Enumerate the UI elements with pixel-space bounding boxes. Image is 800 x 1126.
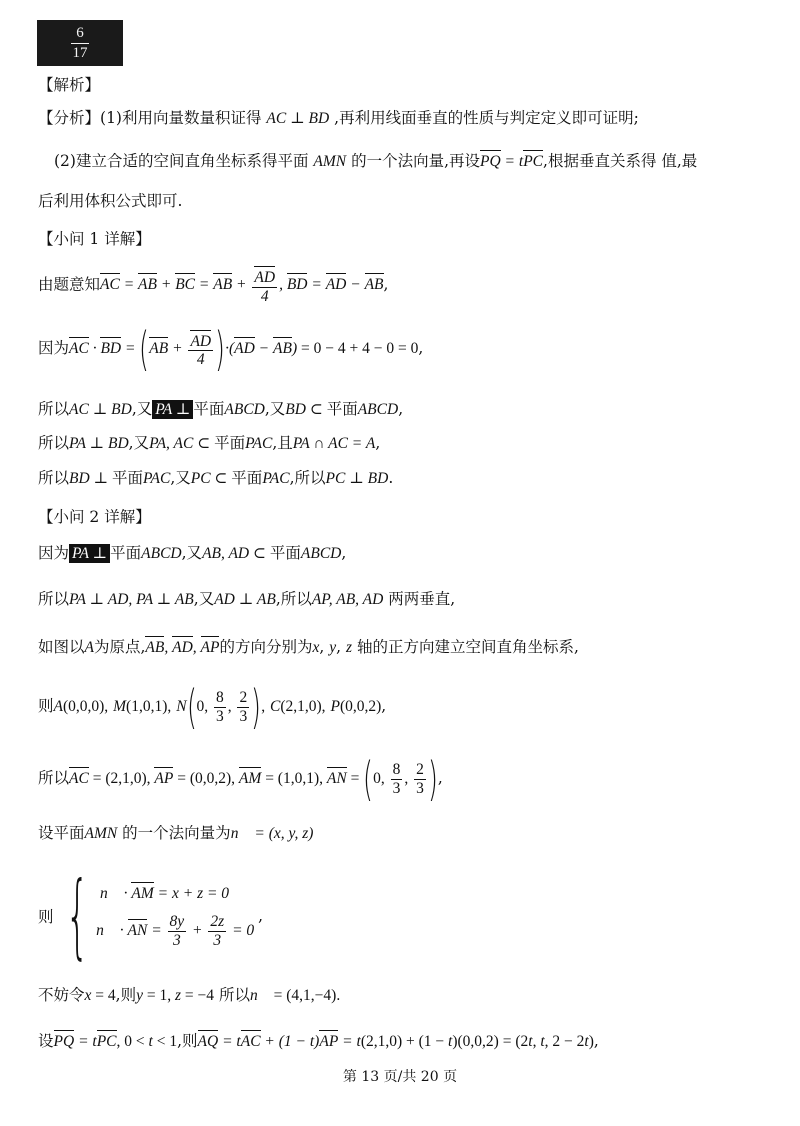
q1-line-1: 由题意知AC = AB + BC = AB + $\frac{AD}{4}$ , BD = AD − AB, bbox=[38, 266, 388, 306]
page-footer: 第 13 页/共 20 页 bbox=[342, 1069, 458, 1085]
analysis-line-3: 后利用体积公式即可. bbox=[38, 192, 183, 210]
analysis-line-1: 【分析】(1)利用向量数量积证得 AC ⊥ BD ,再利用线面垂直的性质与判定定义即可证明; bbox=[38, 109, 639, 127]
q2-line-1: 因为 PA ⊥ 平面ABCD,又AB, AD ⊂ 平面ABCD, bbox=[38, 544, 347, 562]
page-badge bbox=[37, 20, 123, 66]
q2-line-3: 如图以A为原点,AB, AD, AP的方向分别为x, y, z 轴的正方向建立空间直角坐标系, bbox=[38, 638, 579, 656]
eq-row-2: n⃗ · AN = $\frac{8y}{3}$ + $\frac{2z}{3}$ = 0 bbox=[96, 913, 255, 949]
q2-line-5: 所以AC = (2,1,0), AP = (0,0,2), AM = (1,0,1), AN = (0, $\frac{8}{3}$ , $\frac{2}{3}$ ), bbox=[38, 752, 443, 806]
equation-system: 则 { n⃗ · AM = x + z = 0 n⃗ · AN = $\frac{8y}{3}$ + $\frac{2z}{3}$ = 0 , bbox=[38, 862, 264, 969]
badge-bar bbox=[71, 43, 89, 44]
left-brace: { bbox=[65, 862, 89, 969]
badge-top: 6 bbox=[76, 24, 84, 41]
highlight-pa-perp-2: PA ⊥ bbox=[69, 544, 110, 563]
heading-jiexi: 【解析】 bbox=[38, 76, 101, 94]
heading-q2: 【小问 2 详解】 bbox=[38, 508, 151, 526]
heading-fenxi: 【分析】 bbox=[38, 109, 101, 127]
q2-line-8: 设PQ = tPC, 0 < t < 1,则AQ = tAC + (1 − t)AP = t(2,1,0) + (1 − t)(0,0,2) = (2t, t, 2 − 2t), bbox=[38, 1032, 599, 1050]
q2-line-6: 设平面AMN 的一个法向量为n⃗ = (x, y, z) bbox=[38, 824, 314, 842]
q2-line-2: 所以PA ⊥ AD, PA ⊥ AB,又AD ⊥ AB,所以AP, AB, AD 两两垂直, bbox=[38, 590, 456, 608]
q1-line-5: 所以BD ⊥ 平面PAC,又PC ⊂ 平面PAC,所以PC ⊥ BD. bbox=[38, 469, 394, 487]
q1-line-3: 所以AC ⊥ BD,又 PA ⊥ 平面ABCD,又BD ⊂ 平面ABCD, bbox=[38, 400, 404, 418]
q2-line-4: 则A(0,0,0), M(1,0,1), N(0, $\frac{8}{3}$ , $\frac{2}{3}$ ), C(2,1,0), P(0,0,2), bbox=[38, 680, 387, 734]
heading-q1: 【小问 1 详解】 bbox=[38, 230, 151, 248]
q1-line-2: 因为AC · BD = (AB + $\frac{AD}{4}$ )·(AD − AB) = 0 − 4 + 4 − 0 = 0, bbox=[38, 322, 424, 376]
badge-bottom: 17 bbox=[72, 44, 88, 61]
analysis-line-2: (2)建立合适的空间直角坐标系得平面 AMN 的一个法向量,再设PQ = tPC,根据垂直关系得 值,最 bbox=[54, 152, 698, 170]
q2-line-7: 不妨令x = 4,则y = 1, z = −4 所以n⃗ = (4,1,−4). bbox=[38, 986, 341, 1004]
eq-row-1: n⃗ · AM = x + z = 0 bbox=[96, 882, 254, 903]
q1-line-4: 所以PA ⊥ BD,又PA, AC ⊂ 平面PAC,且PA ∩ AC = A, bbox=[38, 434, 381, 452]
highlight-pa-perp: PA ⊥ bbox=[152, 400, 193, 419]
